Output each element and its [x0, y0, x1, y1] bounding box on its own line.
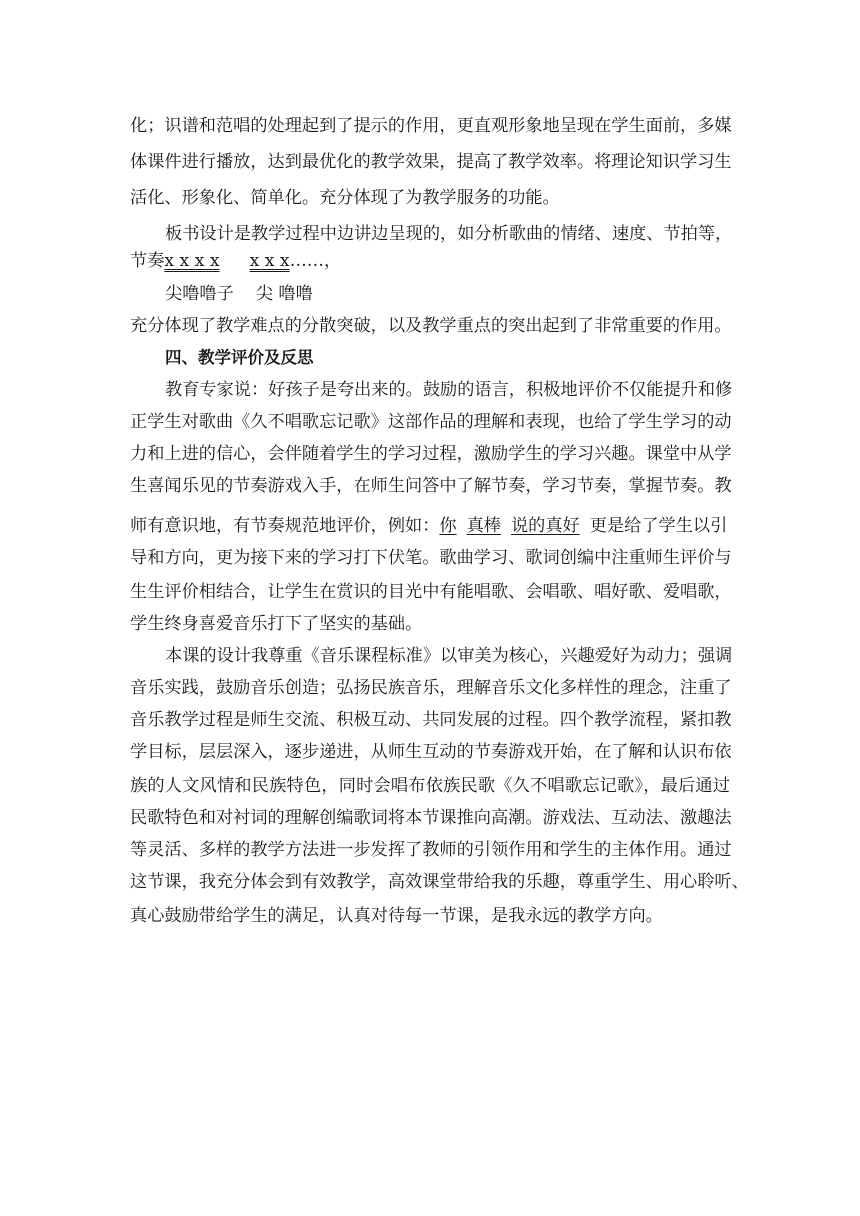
- paragraph-line: 导和方向，更为接下来的学习打下伏笔。歌曲学习、歌词创编中注重师生评价与: [130, 548, 732, 568]
- paragraph-line: 正学生对歌曲《久不唱歌忘记歌》这部作品的理解和表现，也给了学生学习的动: [130, 412, 732, 432]
- paragraph-line: 音乐实践，鼓励音乐创造；弘扬民族音乐，理解音乐文化多样性的理念，注重了: [130, 678, 732, 698]
- paragraph-line: 这节课，我充分体会到有效教学，高效课堂带给我的乐趣，尊重学生、用心聆听、: [130, 872, 749, 892]
- paragraph-line: 本课的设计我尊重《音乐课程标准》以审美为核心，兴趣爱好为动力；强调: [165, 646, 733, 666]
- paragraph-line: 生喜闻乐见的节奏游戏入手，在师生问答中了解节奏，学习节奏，掌握节奏。教: [130, 476, 732, 496]
- paragraph-line: 力和上进的信心，会伴随着学生的学习过程，激励学生的学习兴趣。课堂中从学: [130, 444, 732, 464]
- lyric-syllables-2: 尖 噜噜: [255, 284, 313, 304]
- section-heading: 四、教学评价及反思: [165, 348, 314, 367]
- rhythm-line: [130, 243, 730, 279]
- paragraph-line: 学目标，层层深入，逐步递进，从师生互动的节奏游戏开始，在了解和认识布依: [130, 742, 732, 762]
- paragraph-line: 学生终身喜爱音乐打下了坚实的基础。: [130, 614, 423, 634]
- lyric-syllables-1: 尖噜噜子: [165, 284, 234, 304]
- paragraph-line: 生生评价相结合，让学生在赏识的目光中有能唱歌、会唱歌、唱好歌、爱唱歌，: [130, 582, 732, 602]
- paragraph-line: 充分体现了教学难点的分散突破，以及教学重点的突出起到了非常重要的作用。: [130, 316, 732, 336]
- paragraph-line: 族的人文风情和民族特色，同时会唱布依族民歌《久不唱歌忘记歌》，最后通过: [130, 776, 730, 796]
- rhythm-notation-1: x x x x: [164, 251, 220, 271]
- example-suffix: 更是给了学生以引: [589, 516, 728, 536]
- lyrics-line: [165, 276, 730, 312]
- paragraph-line: 活化、形象化、简单化。充分体现了为教学服务的功能。: [130, 188, 560, 208]
- rhythm-prefix: 节奏: [130, 251, 165, 271]
- paragraph-line: 等灵活、多样的教学方法进一步发挥了教师的引领作用和学生的主体作用。通过: [130, 840, 732, 860]
- paragraph-line: 音乐教学过程是师生交流、积极互动、共同发展的过程。四个教学流程，紧扣教: [130, 710, 732, 730]
- paragraph-line: 真心鼓励带给学生的满足，认真对待每一节课，是我永远的教学方向。: [130, 906, 663, 926]
- paragraph-line: 民歌特色和对衬词的理解创编歌词将本节课推向高潮。游戏法、互动法、激趣法: [130, 808, 732, 828]
- paragraph-line-with-examples: [130, 508, 730, 544]
- rhythm-suffix: ……，: [289, 251, 342, 271]
- example-prefix: 师有意识地，有节奏规范地评价，例如：: [130, 516, 440, 536]
- praise-example-1: 你: [439, 516, 457, 536]
- praise-example-3: 说的真好: [510, 516, 580, 536]
- paragraph-line: 化；识谱和范唱的处理起到了提示的作用，更直观形象地呈现在学生面前，多媒: [130, 116, 732, 136]
- paragraph-line: 教育专家说：好孩子是夸出来的。鼓励的语言，积极地评价不仅能提升和修: [165, 380, 733, 400]
- paragraph-line: 体课件进行播放，达到最优化的教学效果，提高了教学效率。将理论知识学习生: [130, 152, 732, 172]
- paragraph-line: 板书设计是教学过程中边讲边呈现的，如分析歌曲的情绪、速度、节拍等，: [165, 224, 733, 244]
- rhythm-notation-2: x x x: [249, 251, 290, 271]
- praise-example-2: 真棒: [466, 516, 501, 536]
